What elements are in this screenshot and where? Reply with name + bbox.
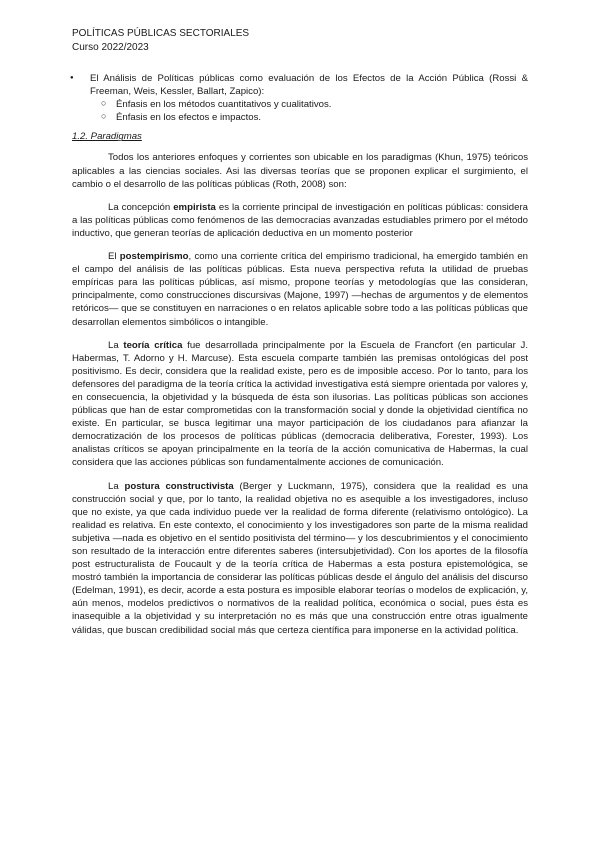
paragraph-postempirismo [72,250,528,329]
sub-bullet-item: ○ Énfasis en los métodos cuantitativos y cualitativos. [116,98,528,111]
paragraph-text: es la corriente principal de investigación en políticas públicas: considera a las políticas públicas como fenómenos de las democracias avanzadas estudiables primero por el método inductivo, que generan teorías de aplicación deductiva en un momento posterior [72,201,528,239]
key-term: postura constructivista [124,480,234,492]
paragraph-intro: Todos los anteriores enfoques y corrientes son ubicable en los paradigmas (Khun, 1975) teóricos aplicables a las ciencias sociales. Asi las diversas teorías que se proponen explicar el surgimiento, el cambio o el desarrollo de las políticas públicas (Roth, 2008) son: [72,152,528,190]
bullet-text: El Análisis de Políticas públicas como evaluación de los Efectos de la Acción Pública (Rossi & Freeman, Weis, Kessler, Ballart, Zapico): [90,73,528,98]
paragraph-empirista [72,201,528,240]
bullet-item [72,72,528,98]
sub-bullet-list [72,98,528,124]
key-term: teoría crítica [123,339,183,351]
paragraph-teoria-critica [72,339,528,470]
key-term: postempirismo [119,251,189,263]
key-term: empirista [173,201,216,213]
paragraph-text: , como una corriente crítica del empirismo tradicional, ha emergido también en el campo del análisis de las políticas públicas. Esta nueva perspectiva refuta la utilidad de pruebas empíricas para las políticas públicas, así mismo, propone teorías y metodologías que las consideran, principalmente, como construcciones discursivas (Majone, 1997) —hechas de argumentos y de elementos retóricos— que se constituyen en narraciones o en relatos aplicable sobre todo a las políticas públicas que desarrollan elementos simbólicos o intangible. [72,251,528,328]
document-body [72,72,528,647]
paragraph-text: fue desarrollada principalmente por la Escuela de Francfort (en particular J. Habermas, T. Adorno y H. Marcuse). Esta escuela comparte también las premisas ontológicas del post positivismo. Es decir, considera que la realidad existe, pero es de imposible acceso. Por lo tanto, para los defensores del paradigma de la teoría crítica la actividad investigativa está siempre orientada por valores y, en consecuencia, la objetividad y la búsqueda de ésta son ilusorias. Las políticas públicas son acciones públicas que han de estar comprometidas con la transformación social y donde la objetividad científica no existe. En particular, se busca legitimar una mayor participación de los ciudadanos para afianzar la democratización de los procesos de políticas públicas (democracia deliberativa, Forester, 1993). Los analistas críticos se apoyan principalmente en la teoría de la acción comunicativa de Habermas, la cual considera que las acciones públicas son fundamentalmente acciones de comunicación. [72,339,528,469]
sub-bullet-item: ○ Énfasis en los efectos e impactos. [116,111,528,124]
section-heading: 1.2. Paradigmas [72,131,142,143]
paragraph-text: La concepción [108,201,174,213]
bullet-list [72,72,528,98]
paragraph-text: La [108,480,125,492]
page-header [72,27,249,54]
course-label: Curso 2022/2023 [72,41,149,53]
paragraph-constructivista [72,480,528,637]
document-title: POLÍTICAS PÚBLICAS SECTORIALES [72,28,250,39]
paragraph-text: La [108,339,124,351]
paragraph-text: El [108,251,120,263]
paragraph-text: (Berger y Luckmann, 1975), considera que la realidad es una construcción social y que, por lo tanto, la realidad objetiva no es asequible a los investigadores, incluso que no existe, ya que cada individuo puede ver la realidad de forma diferente (relativismo ontológico). La realidad es relativa. En este contexto, el conocimiento y los investigadores son parte de la misma realidad subjetiva —nada es objetivo en el sentido positivista del término— y los descubrimientos y el conocimiento son resultado de la interacción entre diferentes saberes (intersubjetividad). Con los aportes de la filosofía post estructuralista de Foucault y de la teoría crítica de Habermas a esta postura epistemológica, se mostró también la importancia de considerar las políticas públicas desde el ángulo del análisis del discurso (Edelman, 1991), es decir, acorde a esta postura es imposible elaborar teorías o modelos de explicación, y, aún menos, modelos predictivos o normativos de la realidad política, económica o social, pues ésta es inasequible a la objetividad y su interpretación no es más que una construcción entre otras igualmente válidas, que buscan credibilidad social más que certeza científica para imponerse en la actividad política. [72,480,529,636]
